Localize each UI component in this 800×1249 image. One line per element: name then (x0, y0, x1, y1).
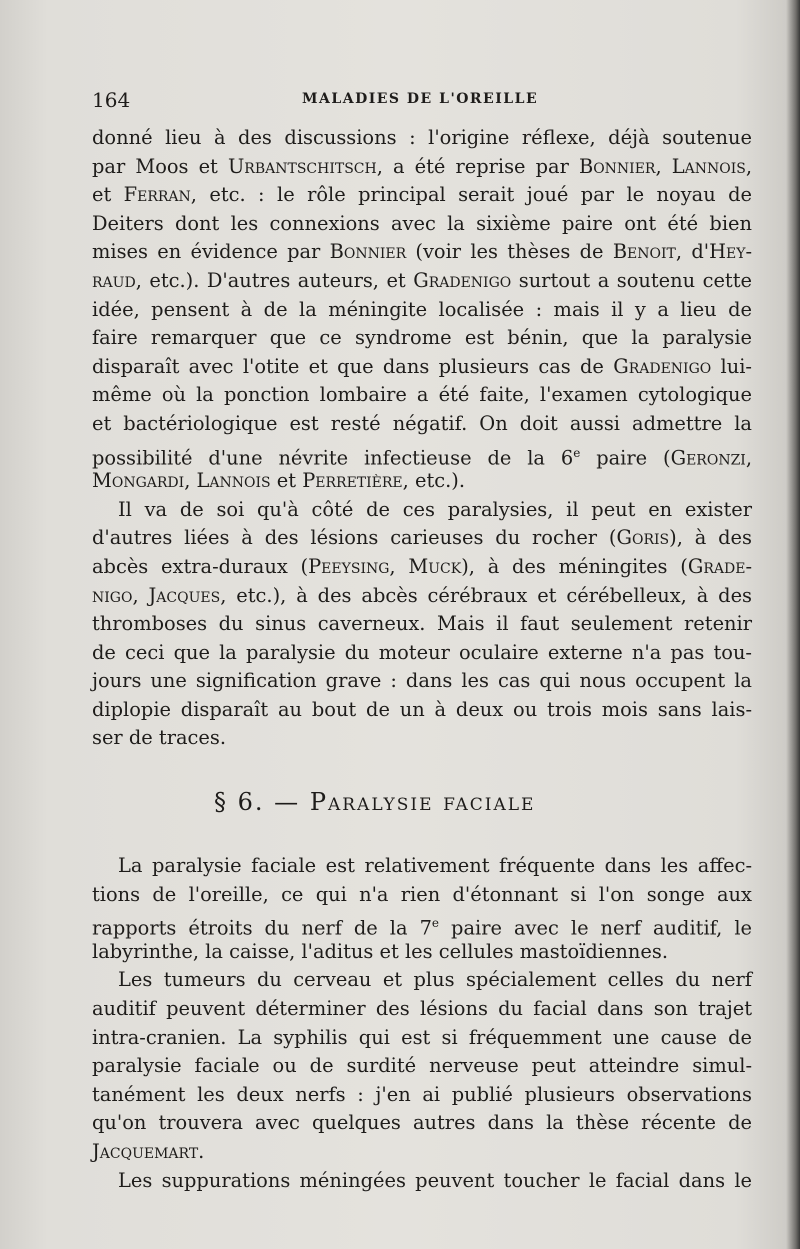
author-name: Benoit (612, 240, 676, 264)
text-segment: intra-cranien. La syphilis qui est si fréquemment une cause de (92, 1025, 752, 1049)
text-segment: de ceci que la paralysie du moteur oculaire externe n'a pas tou- (92, 640, 752, 664)
text-segment: , etc. : le rôle principal serait joué par le noyau de (190, 183, 752, 207)
author-name: Mongardi (92, 469, 185, 493)
text-line (92, 238, 752, 267)
author-name: Peeysing (308, 554, 390, 578)
text-segment: , etc.), à des abcès cérébraux et cérébelleux, à des (220, 583, 753, 607)
text-segment: et (92, 183, 124, 207)
ordinal-superscript: e (573, 445, 581, 460)
page-header (92, 88, 752, 114)
text-line (92, 267, 752, 296)
author-name: Jacques (148, 583, 221, 607)
text-line (92, 582, 752, 611)
text-line (92, 639, 752, 668)
text-line (92, 1024, 752, 1053)
author-name: Hey- (709, 240, 753, 264)
section-dash: — (274, 788, 301, 816)
text-line (92, 667, 752, 696)
text-segment: faire remarquer que ce syndrome est bénin, que la paralysie (92, 326, 752, 350)
text-segment: disparaît avec l'otite et que dans plusieurs cas de (92, 354, 614, 378)
text-segment: donné lieu à des discussions : l'origine réflexe, déjà soutenue (92, 126, 752, 149)
author-name: Gradenigo (413, 268, 512, 292)
text-line (92, 852, 752, 881)
text-segment: et (270, 469, 303, 493)
text-line (92, 696, 752, 725)
text-segment: , etc.). (402, 469, 465, 493)
ordinal-superscript: e (431, 916, 440, 931)
text-segment: , a été reprise par (376, 154, 579, 178)
text-segment: tanément les deux nerfs : j'en ai publié plusieurs observations (92, 1082, 752, 1106)
author-name: Geronzi (670, 446, 746, 469)
author-name: Ferran (123, 183, 191, 207)
text-segment: ser de traces. (92, 726, 226, 750)
text-line (92, 995, 752, 1024)
author-name: Urbantschitsch (227, 154, 377, 178)
text-segment: auditif peuvent déterminer des lésions du facial dans son trajet (92, 996, 752, 1020)
text-line (92, 296, 752, 325)
text-segment: qu'on trouvera avec quelques autres dans la thèse récente de (92, 1111, 752, 1135)
page-number: 164 (92, 88, 131, 112)
author-name: Perretière (302, 469, 403, 493)
text-line (92, 1167, 752, 1196)
text-segment: thromboses du sinus caverneux. Mais il faut seulement retenir (92, 612, 752, 636)
text-segment: paire ( (580, 446, 671, 469)
text-line (92, 553, 752, 582)
text-segment: (voir les thèses de (406, 240, 613, 264)
text-segment: surtout a soutenu cette (511, 268, 752, 292)
text-segment: , (132, 583, 149, 607)
text-line (92, 938, 752, 967)
author-name: Jacquemart (92, 1139, 199, 1163)
text-segment: diplopie disparaît au bout de un à deux ou trois mois sans lais- (92, 697, 752, 721)
paragraph-block-bottom (92, 852, 752, 1195)
text-line (92, 1138, 752, 1167)
text-segment: , d' (675, 240, 710, 264)
text-line (92, 966, 752, 995)
text-segment: et bactériologique est resté négatif. On doit aussi admettre la (92, 411, 752, 435)
text-segment: par Moos et (92, 154, 228, 178)
author-name: Bonnier (578, 154, 656, 178)
text-segment: , (745, 154, 753, 178)
paragraph-block-top (92, 124, 752, 753)
text-line (92, 1052, 752, 1081)
text-segment: Deiters dont les connexions avec la sixième paire ont été bien (92, 211, 752, 235)
text-segment: Les suppurations méningées peuvent toucher le facial dans le (118, 1168, 752, 1192)
page-edge-shadow (786, 0, 800, 1249)
author-name: raud (92, 268, 136, 292)
author-name: Grade- (687, 554, 752, 578)
text-line (92, 181, 752, 210)
text-segment: lui- (711, 354, 752, 378)
text-segment: tions de l'oreille, ce qui n'a rien d'étonnant si l'on songe aux (92, 882, 752, 906)
section-heading (214, 788, 634, 822)
text-line (92, 909, 752, 938)
author-name: Gradenigo (613, 354, 712, 378)
text-line (92, 467, 752, 496)
author-name: nigo (92, 583, 133, 607)
text-line (92, 439, 752, 468)
text-line (92, 210, 752, 239)
section-title: Paralysie faciale (309, 788, 536, 816)
text-segment: . (198, 1139, 205, 1163)
text-segment: , (389, 554, 409, 578)
text-segment: , (745, 446, 753, 469)
text-segment: jours une signification grave : dans les cas qui nous occupent la (92, 669, 752, 693)
running-title: MALADIES DE L'OREILLE (302, 91, 539, 107)
text-segment: labyrinthe, la caisse, l'aditus et les cellules mastoïdiennes. (92, 939, 668, 963)
text-segment: possibilité d'une névrite infectieuse de la 6 (92, 446, 574, 469)
text-line (92, 153, 752, 182)
text-segment: paire avec le nerf auditif, le (439, 916, 752, 940)
text-segment: abcès extra-duraux ( (92, 554, 309, 578)
text-segment: Il va de soi qu'à côté de ces paralysies, il peut en exister (118, 497, 752, 521)
text-line (92, 881, 752, 910)
text-line (92, 381, 752, 410)
text-segment: , (184, 469, 197, 493)
text-line (92, 353, 752, 382)
text-line (92, 324, 752, 353)
text-line (92, 496, 752, 525)
author-name: Bonnier (329, 240, 407, 264)
text-line (92, 524, 752, 553)
text-segment: Les tumeurs du cerveau et plus spécialement celles du nerf (118, 968, 752, 992)
text-segment: ), à des (669, 526, 752, 550)
text-line (92, 124, 752, 153)
text-segment: idée, pensent à de la méningite localisée : mais il y a lieu de (92, 297, 752, 321)
author-name: Lannois (196, 469, 271, 493)
text-line (92, 724, 752, 753)
text-segment: , (655, 154, 672, 178)
text-segment: , etc.). D'autres auteurs, et (135, 268, 414, 292)
text-segment: paralysie faciale ou de surdité nerveuse peut atteindre simul- (92, 1054, 752, 1078)
text-segment: d'autres liées à des lésions carieuses du rocher ( (92, 526, 617, 550)
author-name: Lannois (671, 154, 746, 178)
text-segment: La paralysie faciale est relativement fréquente dans les affec- (118, 854, 752, 877)
author-name: Goris (616, 526, 670, 550)
author-name: Muck (408, 554, 462, 578)
text-line (92, 1109, 752, 1138)
text-segment: rapports étroits du nerf de la 7 (92, 916, 432, 940)
text-line (92, 410, 752, 439)
text-line (92, 610, 752, 639)
text-segment: mises en évidence par (92, 240, 330, 264)
text-segment: ), à des méningites ( (461, 554, 688, 578)
section-number: § 6. (214, 788, 265, 816)
text-segment: même où la ponction lombaire a été faite, l'examen cytologique (92, 383, 752, 407)
text-line (92, 1081, 752, 1110)
